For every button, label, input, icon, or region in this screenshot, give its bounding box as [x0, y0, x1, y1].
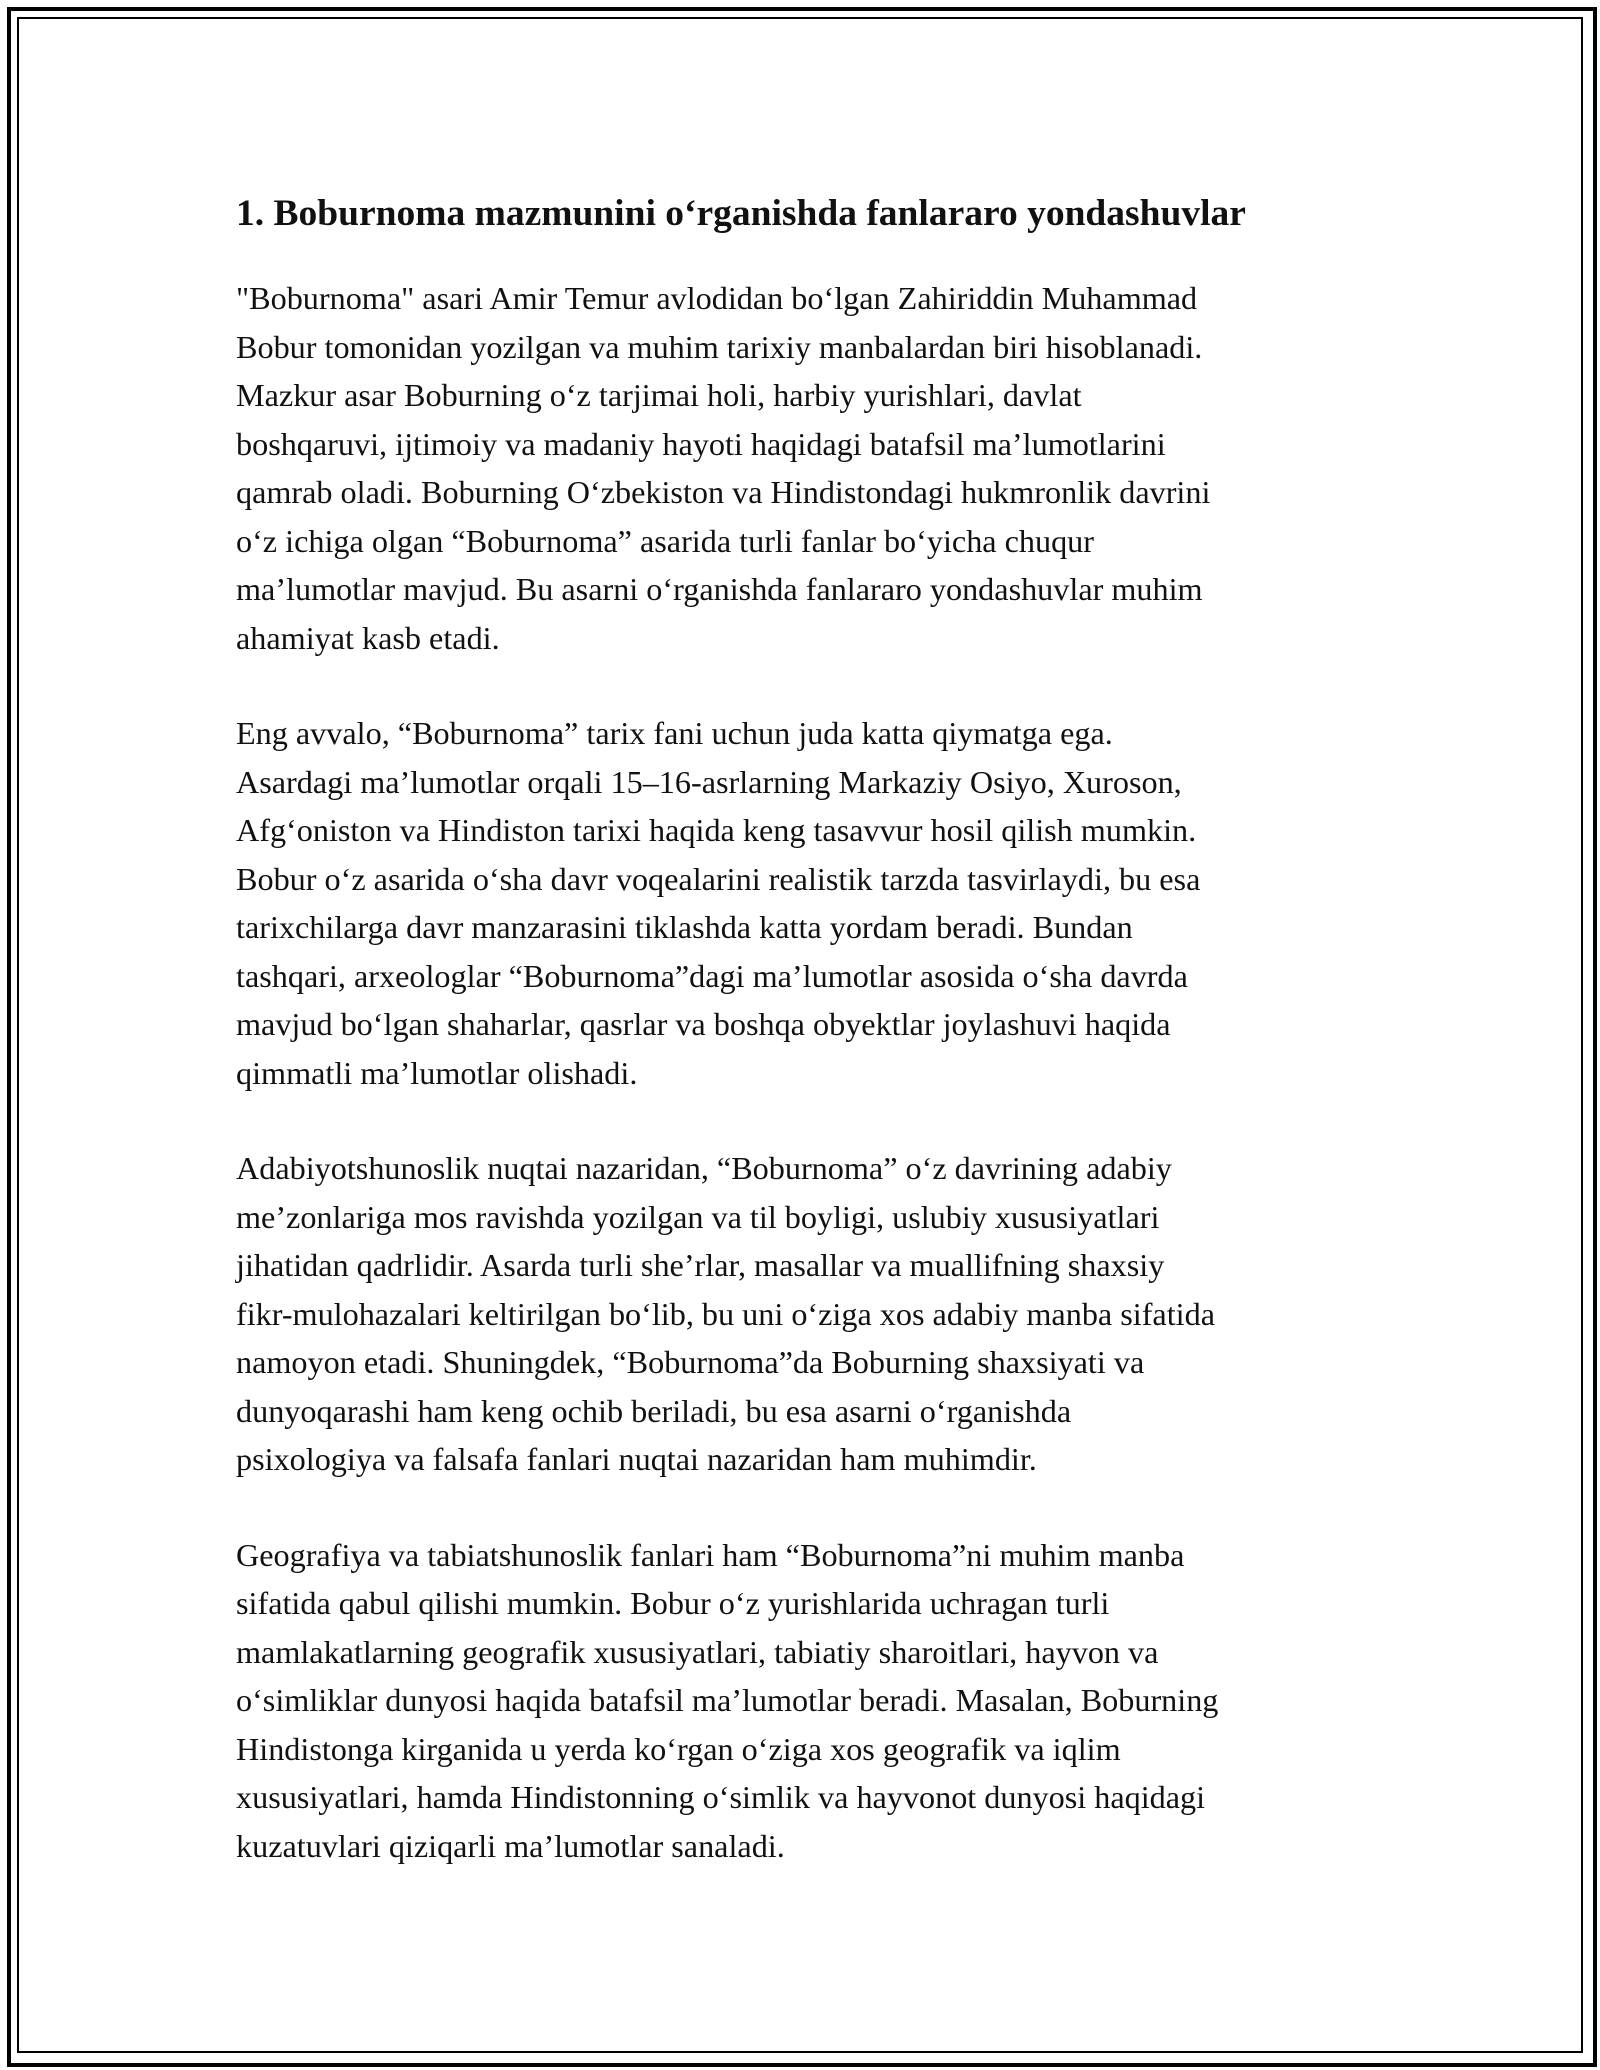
text-line: o‘simliklar dunyosi haqida batafsil ma’lumotlar beradi. Masalan, Boburning [236, 1682, 1219, 1718]
text-line: fikr-mulohazalari keltirilgan bo‘lib, bu uni o‘ziga xos adabiy manba sifatida [236, 1295, 1215, 1332]
text-line: Bobur tomonidan yozilgan va muhim tarixiy manbalardan biri hisoblanadi. [236, 328, 1203, 365]
text-line: me’zonlariga mos ravishda yozilgan va til boyligi, uslubiy xususiyatlari [236, 1198, 1160, 1235]
text-line: xususiyatlari, hamda Hindistonning o‘simlik va hayvonot dunyosi haqidagi [236, 1779, 1206, 1815]
text-line: ahamiyat kasb etadi. [236, 619, 500, 656]
paragraph-literature [236, 1144, 1376, 1484]
text-line: "Boburnoma" asari Amir Temur avlodidan bo‘lgan Zahiriddin Muhammad [236, 280, 1198, 316]
text-line: namoyon etadi. Shuningdek, “Boburnoma”da Boburning shaxsiyati va [236, 1344, 1145, 1380]
paragraph-intro [236, 274, 1376, 662]
text-line: sifatida qabul qilishi mumkin. Bobur o‘z yurishlarida uchragan turli [236, 1585, 1110, 1621]
text-line: boshqaruvi, ijtimoiy va madaniy hayoti haqidagi batafsil ma’lumotlarini [236, 425, 1166, 462]
text-line: mamlakatlarning geografik xususiyatlari, tabiatiy sharoitlari, hayvon va [236, 1633, 1159, 1670]
text-line: Bobur o‘z asarida o‘sha davr voqealarini realistik tarzda tasvirlaydi, bu esa [236, 860, 1201, 897]
text-line: Eng avvalo, “Boburnoma” tarix fani uchun juda katta qiymatga ega. [236, 715, 1113, 751]
text-line: qimmatli ma’lumotlar olishadi. [236, 1054, 638, 1091]
text-line: mavjud bo‘lgan shaharlar, qasrlar va boshqa obyektlar joylashuvi haqida [236, 1006, 1171, 1042]
text-line: Mazkur asar Boburning o‘z tarjimai holi, harbiy yurishlari, davlat [236, 377, 1082, 413]
text-line: ma’lumotlar mavjud. Bu asarni o‘rganishda fanlararo yondashuvlar muhim [236, 571, 1203, 607]
text-line: Adabiyotshunoslik nuqtai nazaridan, “Boburnoma” o‘z davrining adabiy [236, 1150, 1172, 1186]
text-line: psixologiya va falsafa fanlari nuqtai nazaridan ham muhimdir. [236, 1441, 1037, 1477]
text-line: Geografiya va tabiatshunoslik fanlari ham “Boburnoma”ni muhim manba [236, 1536, 1185, 1573]
text-line: o‘z ichiga olgan “Boburnoma” asarida turli fanlar bo‘yicha chuqur [236, 522, 1094, 559]
text-line: dunyoqarashi ham keng ochib beriladi, bu esa asarni o‘rganishda [236, 1392, 1072, 1429]
text-line: Asardagi ma’lumotlar orqali 15–16-asrlarning Markaziy Osiyo, Xuroson, [236, 763, 1182, 800]
paragraph-geography [236, 1531, 1376, 1871]
text-line: qamrab oladi. Boburning O‘zbekiston va Hindistondagi hukmronlik davrini [236, 474, 1211, 510]
document-body [236, 188, 1376, 1917]
text-line: kuzatuvlari qiziqarli ma’lumotlar sanaladi. [236, 1827, 785, 1864]
text-line: tashqari, arxeologlar “Boburnoma”dagi ma’lumotlar asosida o‘sha davrda [236, 957, 1188, 994]
paragraph-history [236, 709, 1376, 1097]
section-title: 1. Boburnoma mazmunini o‘rganishda fanlararo yondashuvlar [236, 193, 1246, 234]
text-line: jihatidan qadrlidir. Asarda turli she’rlar, masallar va muallifning shaxsiy [236, 1247, 1165, 1283]
text-line: tarixchilarga davr manzarasini tiklashda katta yordam beradi. Bundan [236, 909, 1133, 945]
text-line: Afg‘oniston va Hindiston tarixi haqida keng tasavvur hosil qilish mumkin. [236, 812, 1197, 848]
text-line: Hindistonga kirganida u yerda ko‘rgan o‘ziga xos geografik va iqlim [236, 1730, 1121, 1767]
